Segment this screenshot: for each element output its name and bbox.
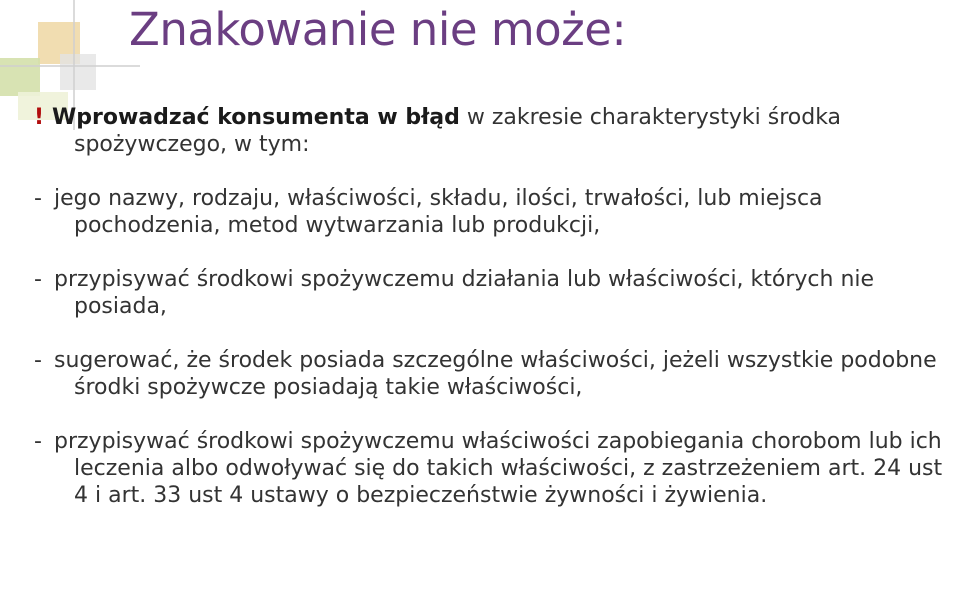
dash-marker: - — [34, 429, 42, 454]
list-item — [34, 347, 954, 401]
list-item — [34, 185, 954, 239]
dash-marker: - — [34, 267, 42, 292]
list-item-text: przypisywać środkowi spożywczemu właściwości zapobiegania chorobom lub ich leczenia albo odwoływać się do takich właściwości, z zastrzeżeniem art. 24 ust 4 i art. 33 ust 4 ustawy o bezpieczeństwie żywności i żywienia. — [54, 429, 943, 508]
dash-marker: - — [34, 186, 42, 211]
deco-square-gray — [60, 54, 96, 90]
list-item-text: przypisywać środkowi spożywczemu działania lub właściwości, których nie posiada, — [54, 267, 875, 319]
intro-paragraph — [34, 104, 954, 158]
exclamation-bullet: ! — [34, 105, 45, 130]
page-title: Znakowanie nie może: — [129, 3, 627, 56]
list-item — [34, 266, 954, 320]
list-item — [34, 428, 954, 509]
deco-square-green — [0, 58, 40, 96]
intro-bold-phrase: Wprowadzać konsumenta w błąd — [52, 105, 460, 130]
dash-marker: - — [34, 348, 42, 373]
content-body — [34, 104, 954, 509]
intro-rest: w zakresie charakterystyki środka spożywczego, w tym: — [74, 105, 842, 157]
list-item-text: jego nazwy, rodzaju, właściwości, składu, ilości, trwałości, lub miejsca pochodzenia, metod wytwarzania lub produkcji, — [54, 186, 823, 238]
list-item-text: sugerować, że środek posiada szczególne właściwości, jeżeli wszystkie podobne środki spożywcze posiadają takie właściwości, — [54, 348, 937, 400]
